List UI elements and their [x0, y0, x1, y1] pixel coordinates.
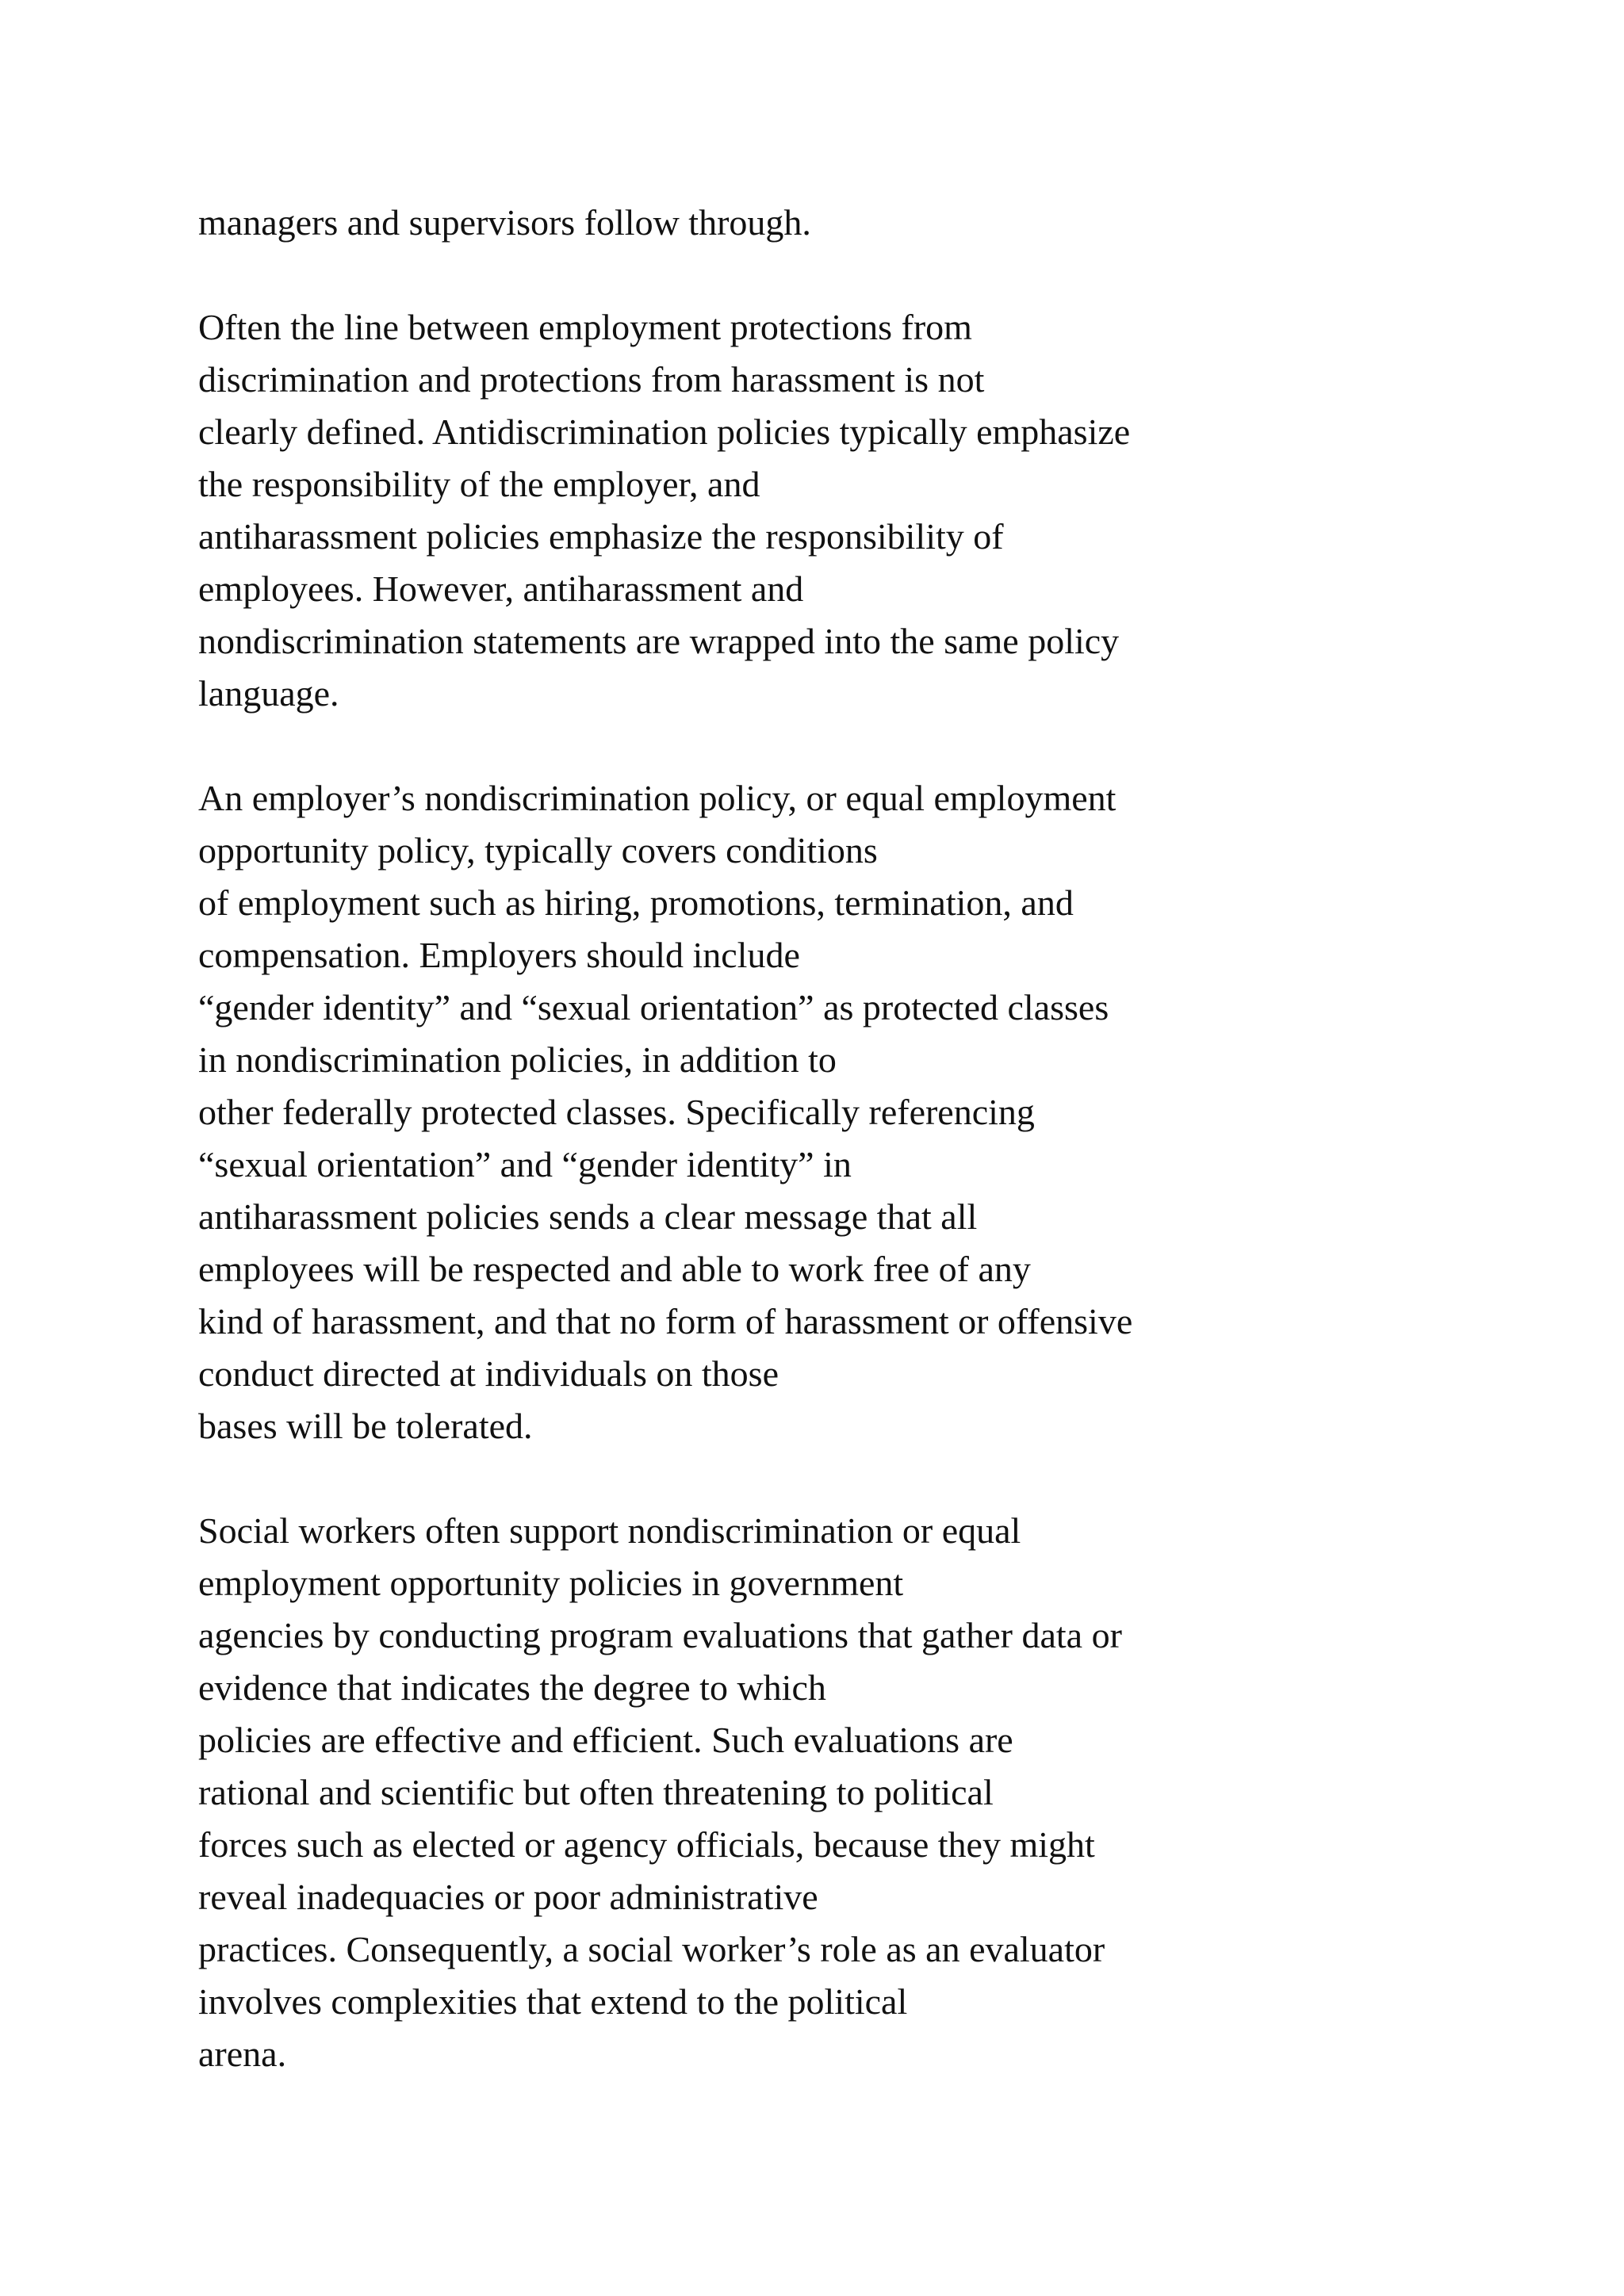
text-line: in nondiscrimination policies, in addition to [198, 1039, 837, 1080]
text-line: agencies by conducting program evaluations that gather data or [198, 1615, 1122, 1655]
text-line: Social workers often support nondiscrimination or equal [198, 1510, 1021, 1551]
text-line: bases will be tolerated. [198, 1406, 533, 1446]
document-body [198, 197, 1546, 2080]
text-line: employment opportunity policies in government [198, 1563, 904, 1603]
text-line: antiharassment policies emphasize the responsibility of [198, 516, 1004, 557]
paragraph-3 [198, 772, 1546, 1452]
paragraph-gap [198, 1452, 1546, 1505]
text-line: reveal inadequacies or poor administrative [198, 1877, 818, 1917]
text-line: antiharassment policies sends a clear message that all [198, 1196, 978, 1237]
text-line: the responsibility of the employer, and [198, 464, 760, 504]
text-line: policies are effective and efficient. Such evaluations are [198, 1720, 1013, 1760]
text-line: employees will be respected and able to work free of any [198, 1249, 1031, 1289]
text-line: arena. [198, 2034, 287, 2074]
text-line: practices. Consequently, a social worker’s role as an evaluator [198, 1929, 1105, 1969]
text-line: conduct directed at individuals on those [198, 1353, 779, 1394]
paragraph-2 [198, 301, 1546, 720]
text-line: of employment such as hiring, promotions, termination, and [198, 882, 1074, 923]
text-line: employees. However, antiharassment and [198, 568, 804, 609]
text-line: managers and supervisors follow through. [198, 202, 811, 243]
paragraph-1 [198, 197, 1546, 249]
text-line: involves complexities that extend to the political [198, 1981, 908, 2022]
text-line: “sexual orientation” and “gender identity” in [198, 1144, 852, 1184]
text-line: forces such as elected or agency officials, because they might [198, 1824, 1095, 1865]
text-line: An employer’s nondiscrimination policy, or equal employment [198, 778, 1116, 818]
paragraph-gap [198, 249, 1546, 301]
text-line: discrimination and protections from harassment is not [198, 359, 985, 400]
text-line: other federally protected classes. Specifically referencing [198, 1092, 1035, 1132]
paragraph-4 [198, 1505, 1546, 2080]
paragraph-gap [198, 720, 1546, 772]
text-line: opportunity policy, typically covers conditions [198, 830, 878, 871]
text-line: kind of harassment, and that no form of harassment or offensive [198, 1301, 1133, 1341]
text-line: evidence that indicates the degree to which [198, 1667, 826, 1708]
text-line: “gender identity” and “sexual orientation” as protected classes [198, 987, 1109, 1027]
text-line: compensation. Employers should include [198, 935, 800, 975]
text-line: clearly defined. Antidiscrimination policies typically emphasize [198, 411, 1131, 452]
text-line: rational and scientific but often threatening to political [198, 1772, 994, 1812]
text-line: language. [198, 673, 339, 714]
text-line: Often the line between employment protections from [198, 307, 972, 347]
text-line: nondiscrimination statements are wrapped into the same policy [198, 621, 1120, 661]
